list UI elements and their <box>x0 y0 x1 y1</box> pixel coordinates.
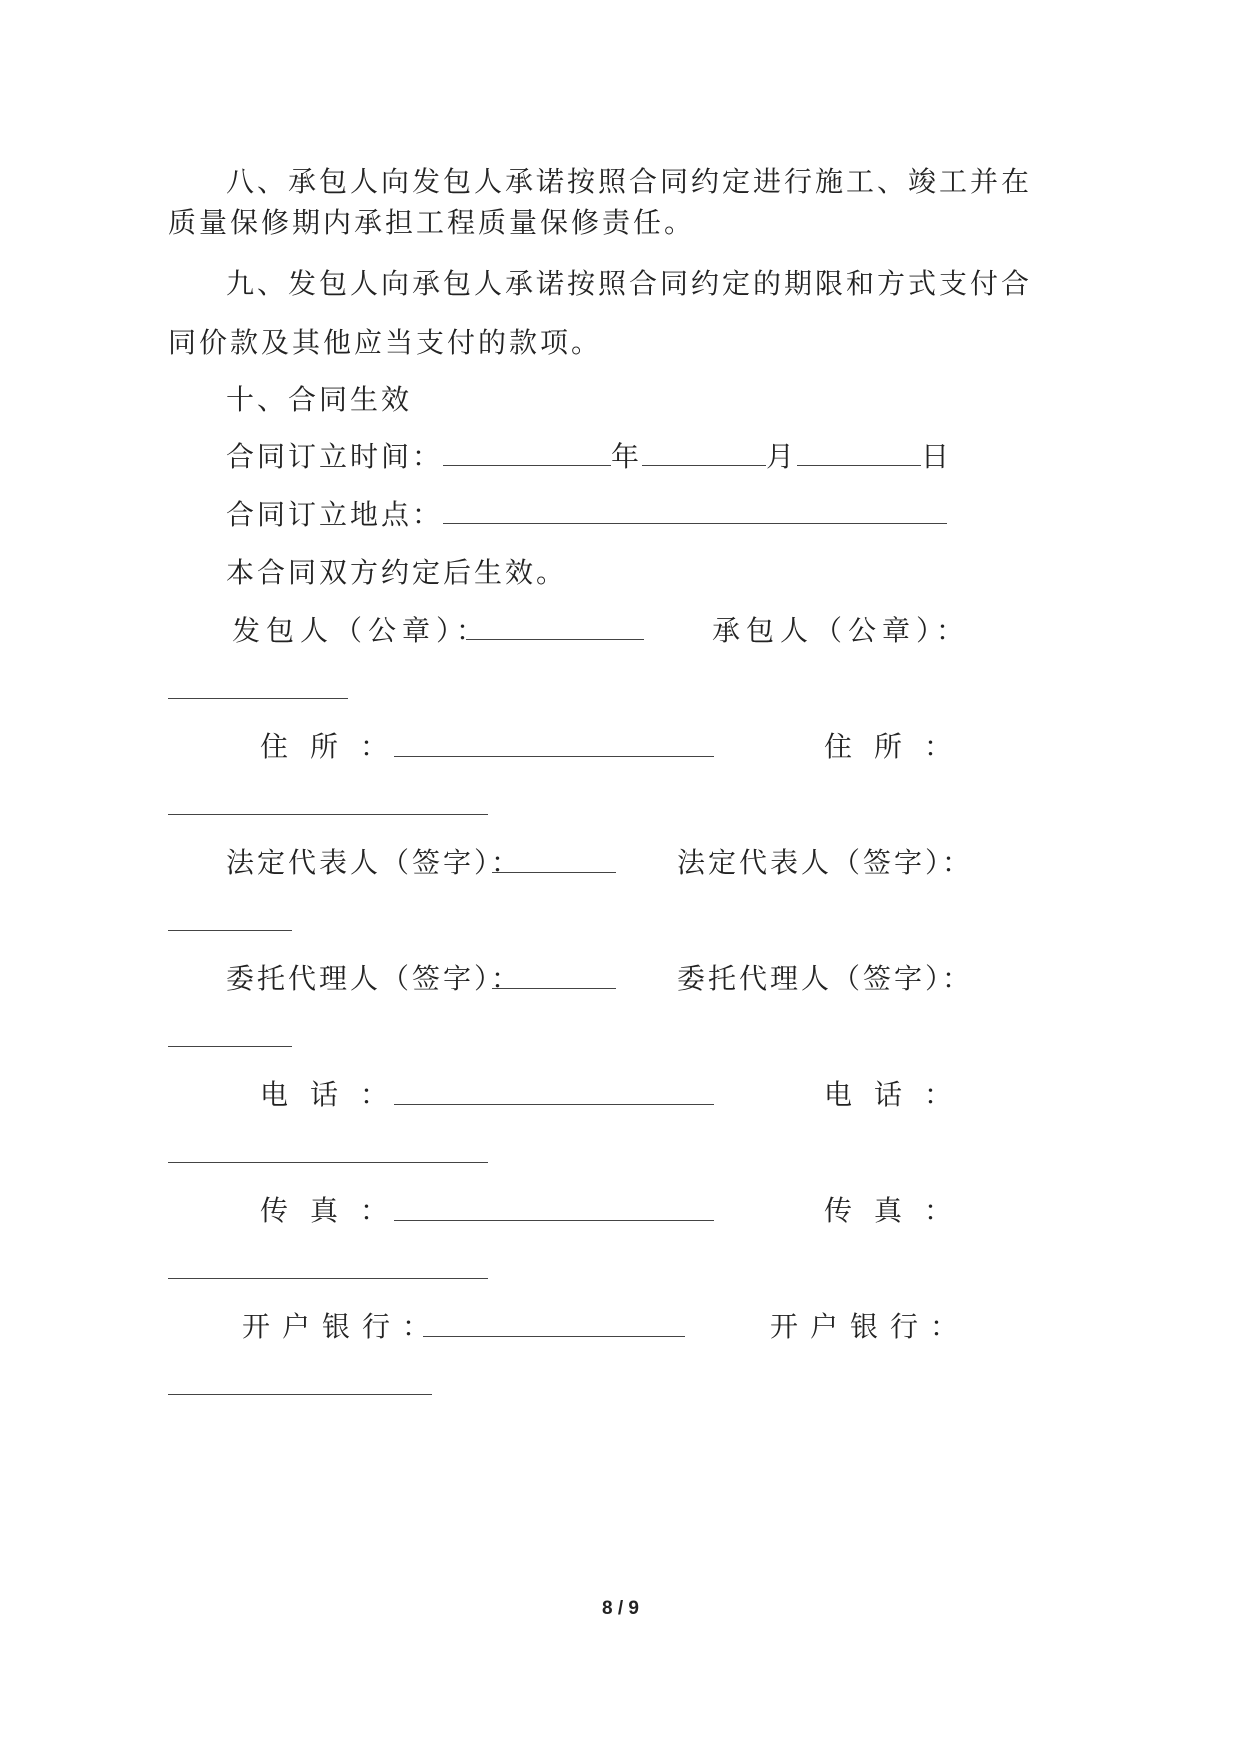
contractor-bank-label: 开户银行： <box>770 1310 971 1343</box>
clause-9-line-2: 同价款及其他应当支付的款项。 <box>168 326 603 359</box>
contractor-legal-rep-blank[interactable] <box>168 930 292 931</box>
employer-legal-rep-label: 法定代表人（签字）： <box>226 846 523 879</box>
contract-date-row <box>226 437 952 477</box>
place-blank[interactable] <box>443 497 947 524</box>
employer-seal-blank[interactable] <box>466 639 644 640</box>
contractor-agent-blank[interactable] <box>168 1046 292 1047</box>
day-label: 日 <box>921 440 953 473</box>
contractor-address-blank[interactable] <box>168 814 488 815</box>
contractor-agent-label: 委托代理人（签字）： <box>677 962 974 995</box>
employer-agent-blank[interactable] <box>492 988 616 989</box>
contractor-seal-label: 承包人（公章）： <box>712 614 971 647</box>
employer-seal-label: 发包人（公章）： <box>232 614 491 647</box>
contractor-seal-blank[interactable] <box>168 698 348 699</box>
contractor-bank-blank[interactable] <box>168 1394 432 1395</box>
employer-bank-label: 开户银行： <box>242 1310 443 1343</box>
year-blank[interactable] <box>443 439 611 466</box>
employer-agent-label: 委托代理人（签字）： <box>226 962 523 995</box>
contractor-phone-label: 电话： <box>824 1078 975 1111</box>
contract-place-label: 合同订立地点： <box>226 498 444 531</box>
page-number: 8 / 9 <box>602 1598 639 1619</box>
contractor-address-label: 住所： <box>824 730 975 763</box>
clause-8-line-2: 质量保修期内承担工程质量保修责任。 <box>168 206 696 239</box>
employer-fax-blank[interactable] <box>394 1220 714 1221</box>
contractor-fax-label: 传真： <box>824 1194 975 1227</box>
contract-place-row <box>226 495 947 535</box>
contractor-fax-blank[interactable] <box>168 1278 488 1279</box>
clause-8-line-1: 八、承包人向发包人承诺按照合同约定进行施工、竣工并在 <box>226 165 1033 198</box>
month-blank[interactable] <box>642 439 766 466</box>
employer-address-label: 住所： <box>260 730 411 763</box>
employer-bank-blank[interactable] <box>423 1336 685 1337</box>
clause-10-heading: 十、合同生效 <box>226 383 413 416</box>
employer-legal-rep-blank[interactable] <box>492 872 616 873</box>
employer-fax-label: 传真： <box>260 1194 411 1227</box>
contract-date-label: 合同订立时间： <box>226 440 444 473</box>
contractor-legal-rep-label: 法定代表人（签字）： <box>677 846 974 879</box>
clause-9-line-1: 九、发包人向承包人承诺按照合同约定的期限和方式支付合 <box>226 267 1033 300</box>
employer-phone-blank[interactable] <box>394 1104 714 1105</box>
effective-clause: 本合同双方约定后生效。 <box>226 556 568 589</box>
day-blank[interactable] <box>797 439 921 466</box>
employer-address-blank[interactable] <box>394 756 714 757</box>
employer-phone-label: 电话： <box>260 1078 411 1111</box>
month-label: 月 <box>766 440 798 473</box>
year-label: 年 <box>611 440 643 473</box>
contractor-phone-blank[interactable] <box>168 1162 488 1163</box>
